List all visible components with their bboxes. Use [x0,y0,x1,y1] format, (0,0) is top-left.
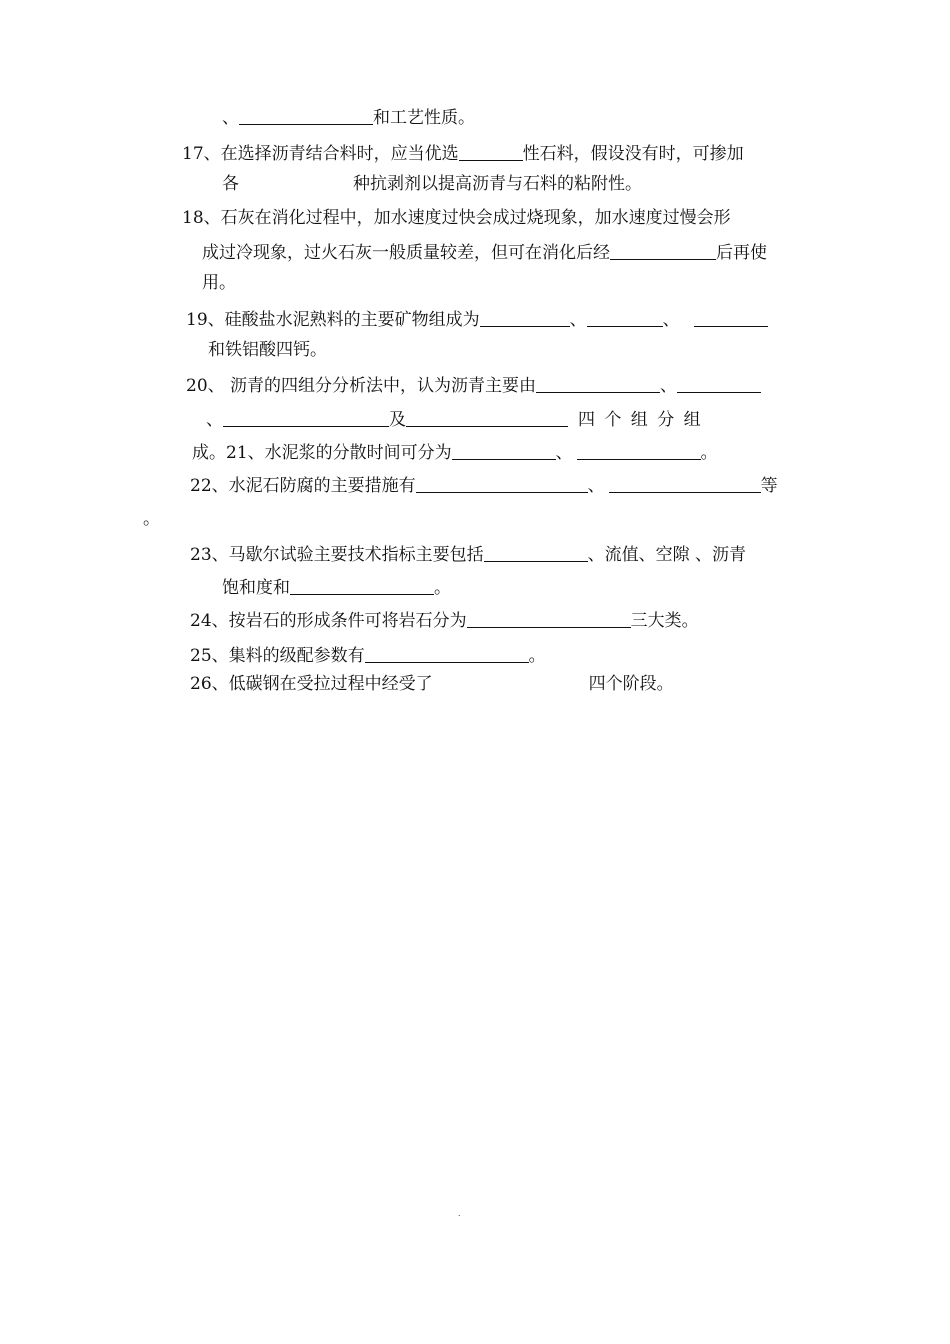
q19-text: 19、硅酸盐水泥熟料的主要矿物组成为 [186,310,480,330]
answer-blank[interactable] [452,443,556,460]
q25-text: 25、集料的级配参数有 [190,646,365,666]
q17-text-b: 性石料，假设没有时，可掺加 [522,144,744,164]
answer-blank[interactable] [467,611,631,628]
q16-suffix: 和工艺性质。 [373,108,475,128]
answer-blank[interactable] [239,108,373,125]
q17-text-c: 各 [222,174,239,194]
q25-end: 。 [528,646,546,666]
q18-text-b: 成过冷现象，过火石灰一般质量较差，但可在消化后经 [202,243,610,263]
q24-text: 24、按岩石的形成条件可将岩石分为 [190,611,467,631]
answer-blank[interactable] [484,545,588,562]
answer-blank[interactable] [459,144,523,161]
q16-prefix: 、 [222,108,239,128]
q23-text-c: 饱和度和 [222,578,290,598]
q26-text-b: 四个阶段。 [588,674,674,694]
answer-blank[interactable] [610,243,716,260]
q20-and: 及 [389,410,406,430]
q19-sep: 、 [662,310,680,330]
answer-blank[interactable] [609,476,761,493]
q22-sep: 、 [587,476,605,496]
q22-tail: 。 [143,509,160,529]
q20-text: 20、 沥青的四组分分析法中，认为沥青主要由 [186,376,537,396]
answer-blank[interactable] [416,476,588,493]
q19-text-b: 和铁铝酸四钙。 [208,340,327,360]
answer-blank[interactable] [480,310,570,327]
answer-blank[interactable] [406,410,568,427]
answer-blank[interactable] [290,578,434,595]
q23-end: 。 [434,578,451,598]
q17-text-d: 种抗剥剂以提高沥青与石料的粘附性。 [353,174,642,194]
q22-end: 等 [760,476,778,496]
q21-sep: 、 [555,443,573,463]
answer-blank[interactable] [694,310,768,327]
q18-text-d: 用。 [202,273,236,293]
q21-end: 。 [700,443,718,463]
q18-text-c: 后再使 [716,243,767,263]
q24-text-b: 三大类。 [630,611,699,631]
q17-text: 17、在选择沥青结合料时，应当优选 [182,144,459,164]
q20-sep: 、 [206,410,223,430]
q23-text-b: 、流值、空隙 、沥青 [587,545,747,565]
q20-sep: 、 [660,376,678,396]
q20-text-b: 四 个 组 分 组 [578,410,701,430]
answer-blank[interactable] [223,410,389,427]
q23-text: 23、马歇尔试验主要技术指标主要包括 [190,545,484,565]
answer-blank[interactable] [677,376,761,393]
answer-blank[interactable] [577,443,701,460]
q21-text: 21、水泥浆的分散时间可分为 [226,443,452,463]
answer-blank[interactable] [365,646,529,663]
q20-text-end: 成。 [192,443,226,463]
page-footer-dot: . [458,1209,461,1218]
q22-text: 22、水泥石防腐的主要措施有 [190,476,416,496]
q26-text: 26、低碳钢在受拉过程中经受了 [190,674,433,694]
answer-blank[interactable] [587,310,663,327]
q18-text: 18、石灰在消化过程中，加水速度过快会成过烧现象，加水速度过慢会形 [182,208,731,228]
answer-blank[interactable] [536,376,660,393]
q19-sep: 、 [569,310,587,330]
